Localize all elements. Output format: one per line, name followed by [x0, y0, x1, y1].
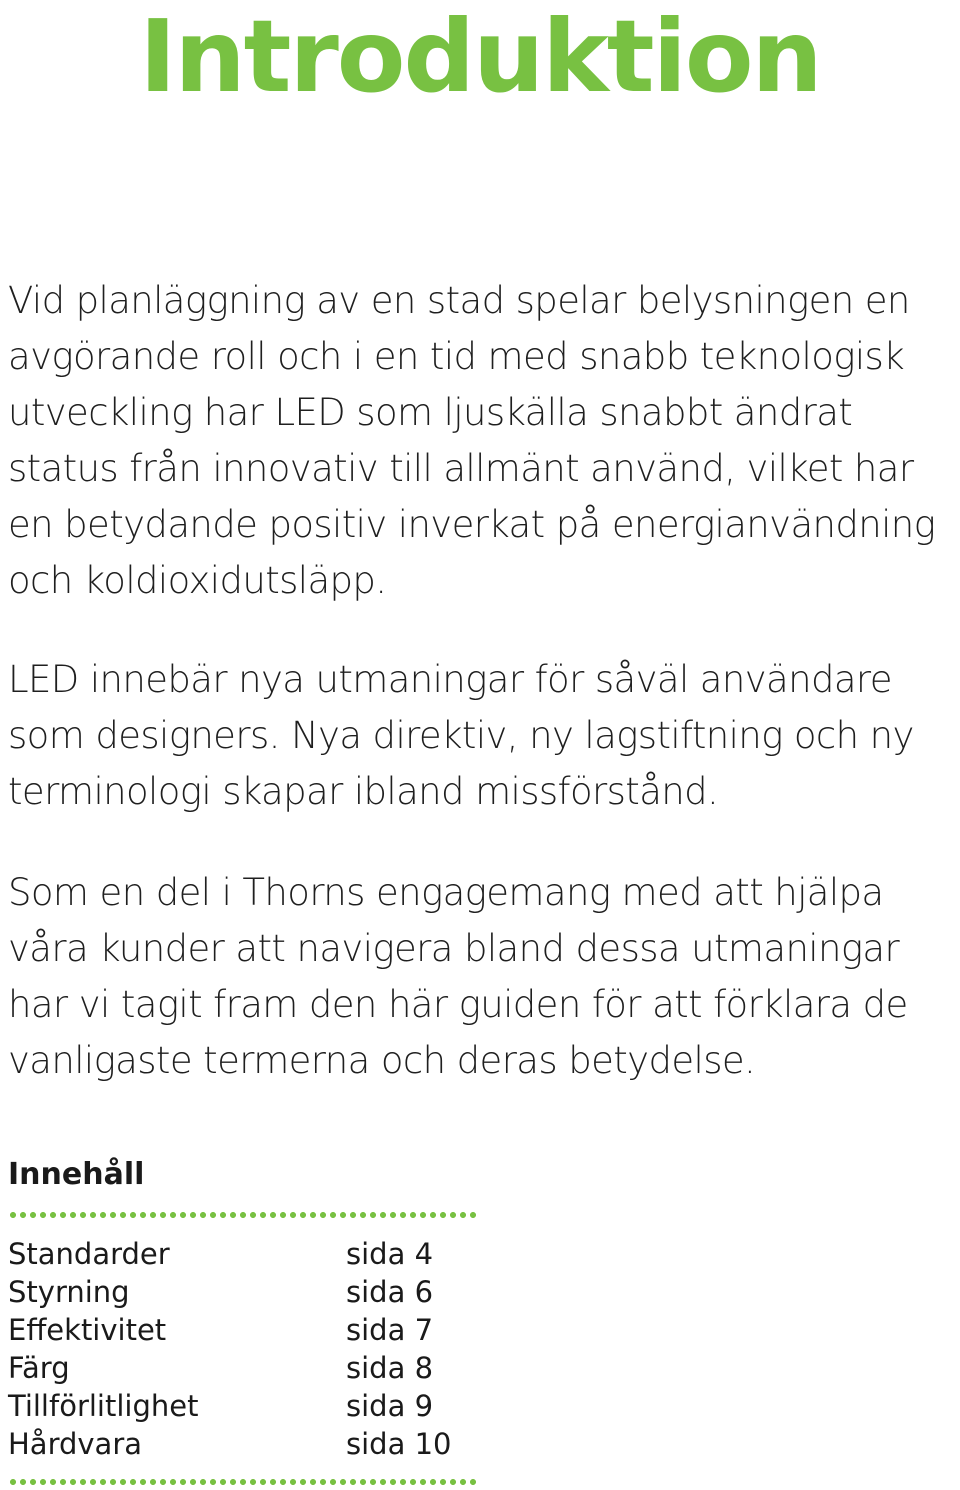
toc-item-label: Färg: [8, 1351, 70, 1385]
toc-item-styrning: [8, 1273, 608, 1311]
toc-item-effektivitet: [8, 1311, 608, 1349]
toc-item-label: Standarder: [8, 1237, 170, 1271]
table-of-contents: [8, 1235, 608, 1463]
dotted-divider-top: [8, 1211, 480, 1219]
toc-item-tillforlitlighet: [8, 1387, 608, 1425]
toc-item-page: sida 8: [346, 1351, 434, 1385]
toc-item-page: sida 10: [346, 1427, 452, 1461]
toc-item-page: sida 9: [346, 1389, 434, 1423]
toc-item-page: sida 6: [346, 1275, 434, 1309]
toc-item-farg: [8, 1349, 608, 1387]
toc-item-label: Hårdvara: [8, 1427, 143, 1461]
toc-item-label: Styrning: [8, 1275, 130, 1309]
intro-paragraph-1: Vid planläggning av en stad spelar belysningen en avgörande roll och i en tid med snabb teknologisk utveckling har LED som ljuskälla snabbt ändrat status från innovativ till allmänt använd, vilket har en betydande positiv inverkat på energianvändning och koldioxidutsläpp.: [8, 279, 936, 602]
dotted-divider-bottom: [8, 1478, 480, 1486]
toc-item-label: Tillförlitlighet: [8, 1389, 199, 1423]
page-title: Introduktion: [139, 0, 821, 115]
toc-item-hardvara: [8, 1425, 608, 1463]
intro-paragraph-3: Som en del i Thorns engagemang med att hjälpa våra kunder att navigera bland dessa utmaningar har vi tagit fram den här guiden för att förklara de vanligaste termerna och deras betydelse.: [8, 871, 908, 1082]
toc-heading: Innehåll: [8, 1157, 145, 1192]
intro-paragraph-2: LED innebär nya utmaningar för såväl användare som designers. Nya direktiv, ny lagstiftning och ny terminologi skapar ibland missförstånd.: [8, 658, 914, 813]
toc-item-label: Effektivitet: [8, 1313, 167, 1347]
toc-item-page: sida 7: [346, 1313, 434, 1347]
toc-item-page: sida 4: [346, 1237, 434, 1271]
toc-item-standarder: [8, 1235, 608, 1273]
